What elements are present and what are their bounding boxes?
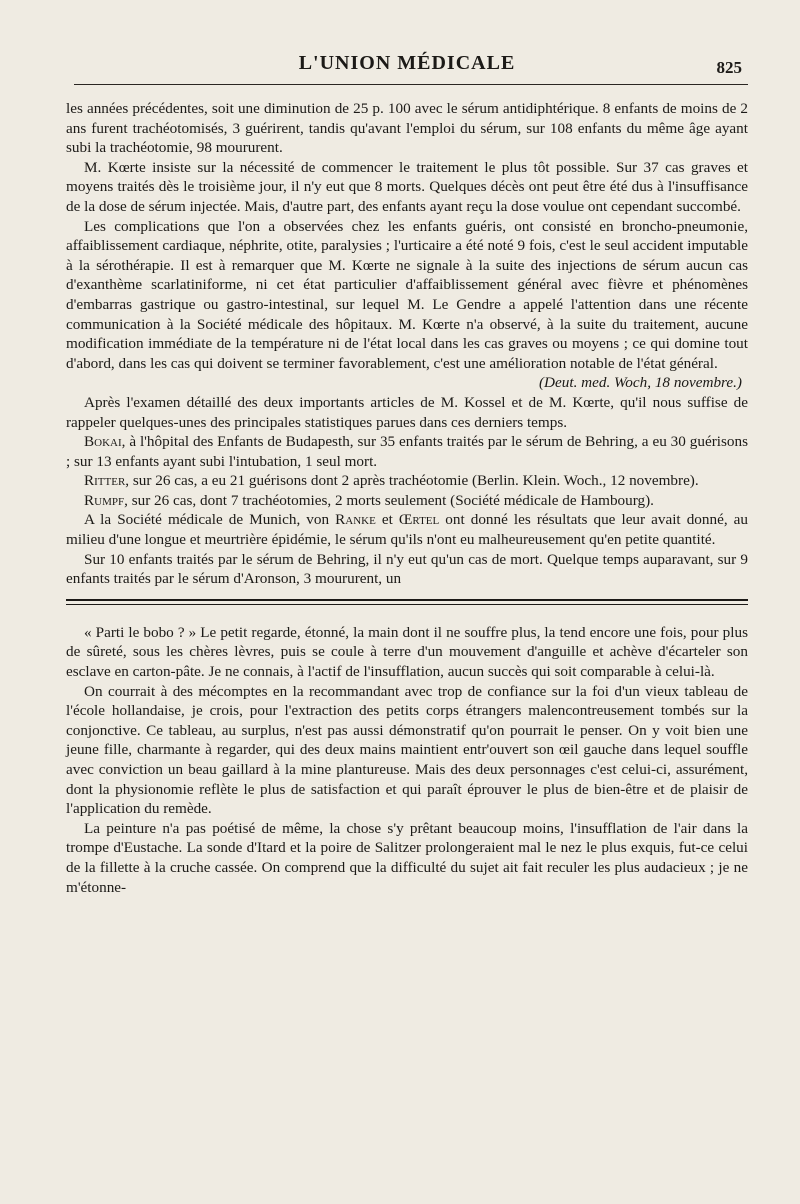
author-name: Ritter <box>84 472 126 490</box>
page-number: 825 <box>716 58 742 77</box>
paragraph <box>66 432 748 471</box>
divider-line <box>66 604 748 605</box>
page-header <box>66 52 748 82</box>
divider-line <box>66 599 748 601</box>
header-rule <box>74 84 748 85</box>
paragraph <box>66 491 748 511</box>
paragraph-text: A la Société médicale de Munich, von <box>84 511 336 529</box>
paragraph: Sur 10 enfants traités par le sérum de Behring, il n'y eut qu'un cas de mort. Quelque temps auparavant, sur 9 enfants traités par le sérum d'Aronson, 3 moururent, un <box>66 550 748 588</box>
main-article <box>66 99 748 589</box>
paragraph-text: , sur 26 cas, dont 7 trachéotomies, 2 morts seulement (Société médicale de Hambourg). <box>124 491 654 509</box>
paragraph-text: ont donné les résultats que leur avait donné, au milieu d'une longue et meurtrière épidémie, le sérum qu'ils n'ont eu malheureusement qu'en petite quantité. <box>66 511 749 549</box>
author-name: Ranke <box>335 511 376 529</box>
section-divider <box>66 599 748 605</box>
paragraph: On courrait à des mécomptes en la recommandant avec trop de confiance sur la foi d'un vieux tableau de l'école hollandaise, je crois, pour l'extraction des petits corps étrangers malencontreusement tombés sur la conjonctive. Ce tableau, au surplus, n'est pas aussi démonstratif qu'on pourrait le penser. On y voit bien une jeune fille, charmante à regarder, qui des deux mains maintient entr'ouvert son œil gauche dans lequel souffle avec conviction un beau gaillard à la mine plantureuse. Mais des deux personnages c'est celui-ci, assurément, dont la physionomie reflète le plus de satisfaction et qui paraît éprouver le plus de bien-être et de plaisir de l'application du remède. <box>66 682 748 818</box>
paragraph <box>66 471 748 491</box>
paragraph: « Parti le bobo ? » Le petit regarde, étonné, la main dont il ne souffre plus, la tend encore une fois, pour plus de sûreté, sous les chères lèvres, puis se coule à terre d'un mouvement d'anguille et achève d'écarteler son esclave en carton-pâte. Je ne connais, à l'actif de l'insufflation, aucun succès qui soit comparable à celui-là. <box>66 623 748 681</box>
author-name: Rumpf <box>84 491 125 509</box>
paragraph-text: et <box>375 511 399 529</box>
author-name: Œrtel <box>398 511 440 529</box>
citation: (Deut. med. Woch, 18 novembre.) <box>538 374 742 392</box>
feuilleton <box>66 623 748 897</box>
paragraph: les années précédentes, soit une diminution de 25 p. 100 avec le sérum antidiphtérique. 8 enfants de moins de 2 ans furent trachéotomisés, 3 guérirent, tandis qu'avant l'emploi du sérum, sur 108 enfants du même âge ayant subi la trachéotomie, 98 moururent. <box>66 100 748 157</box>
paragraph: La peinture n'a pas poétisé de même, la chose s'y prêtant beaucoup moins, l'insufflation de l'air dans la trompe d'Eustache. La sonde d'Itard et la poire de Salitzer prolongeraient mal le nez le plus exquis, fut-ce celui de la fillette à la cruche cassée. On comprend que la difficulté du sujet ait fait reculer les plus audacieux ; je ne m'étonne- <box>66 819 748 896</box>
author-name: Bokai <box>84 433 122 451</box>
paragraph: Les complications que l'on a observées chez les enfants guéris, ont consisté en broncho-pneumonie, affaiblissement cardiaque, néphrite, otite, paralysies ; l'urticaire a été noté 9 fois, c'est le seul accident imputable à la sérothérapie. Il est à remarquer que M. Kœrte ne signale à la suite des injections de sérum aucun cas d'exanthème scarlatiniforme, ni cet état particulier d'affaiblissement général avec fièvre et phénomènes d'embarras gastrique ou gastro-intestinal, sur lequel M. Le Gendre a appelé l'attention dans une récente communication à la Société médicale des hôpitaux. M. Kœrte n'a observé, à la suite du traitement, aucune modification immédiate de la température ni de l'état local dans les cas graves ou moyens ; ce qui domine tout d'abord, dans les cas qui doivent se terminer favorablement, c'est une amélioration notable de l'état général. <box>66 217 748 372</box>
running-title: L'UNION MÉDICALE <box>298 52 516 74</box>
paragraph-text: , à l'hôpital des Enfants de Budapesth, sur 35 enfants traités par le sérum de Behring, a eu 30 guérisons ; sur 13 enfants ayant subi l'intubation, 1 seul mort. <box>66 433 748 470</box>
paragraph: Après l'examen détaillé des deux importants articles de M. Kossel et de M. Kœrte, qu'il nous suffise de rappeler quelques-unes des principales statistiques parues dans ces derniers temps. <box>66 393 748 431</box>
paragraph <box>66 510 748 549</box>
paragraph-text: , sur 26 cas, a eu 21 guérisons dont 2 après trachéotomie (Berlin. Klein. Woch., 12 novembre). <box>125 472 699 490</box>
paragraph: M. Kœrte insiste sur la nécessité de commencer le traitement le plus tôt possible. Sur 37 cas graves et moyens traités dès le troisième jour, il n'y eut que 8 morts. Quelques décès ont peut être été dus à l'insuffisance de la dose de sérum injectée. Mais, d'autre part, des enfants ayant reçu la dose voulue ont cependant succombé. <box>66 158 748 215</box>
